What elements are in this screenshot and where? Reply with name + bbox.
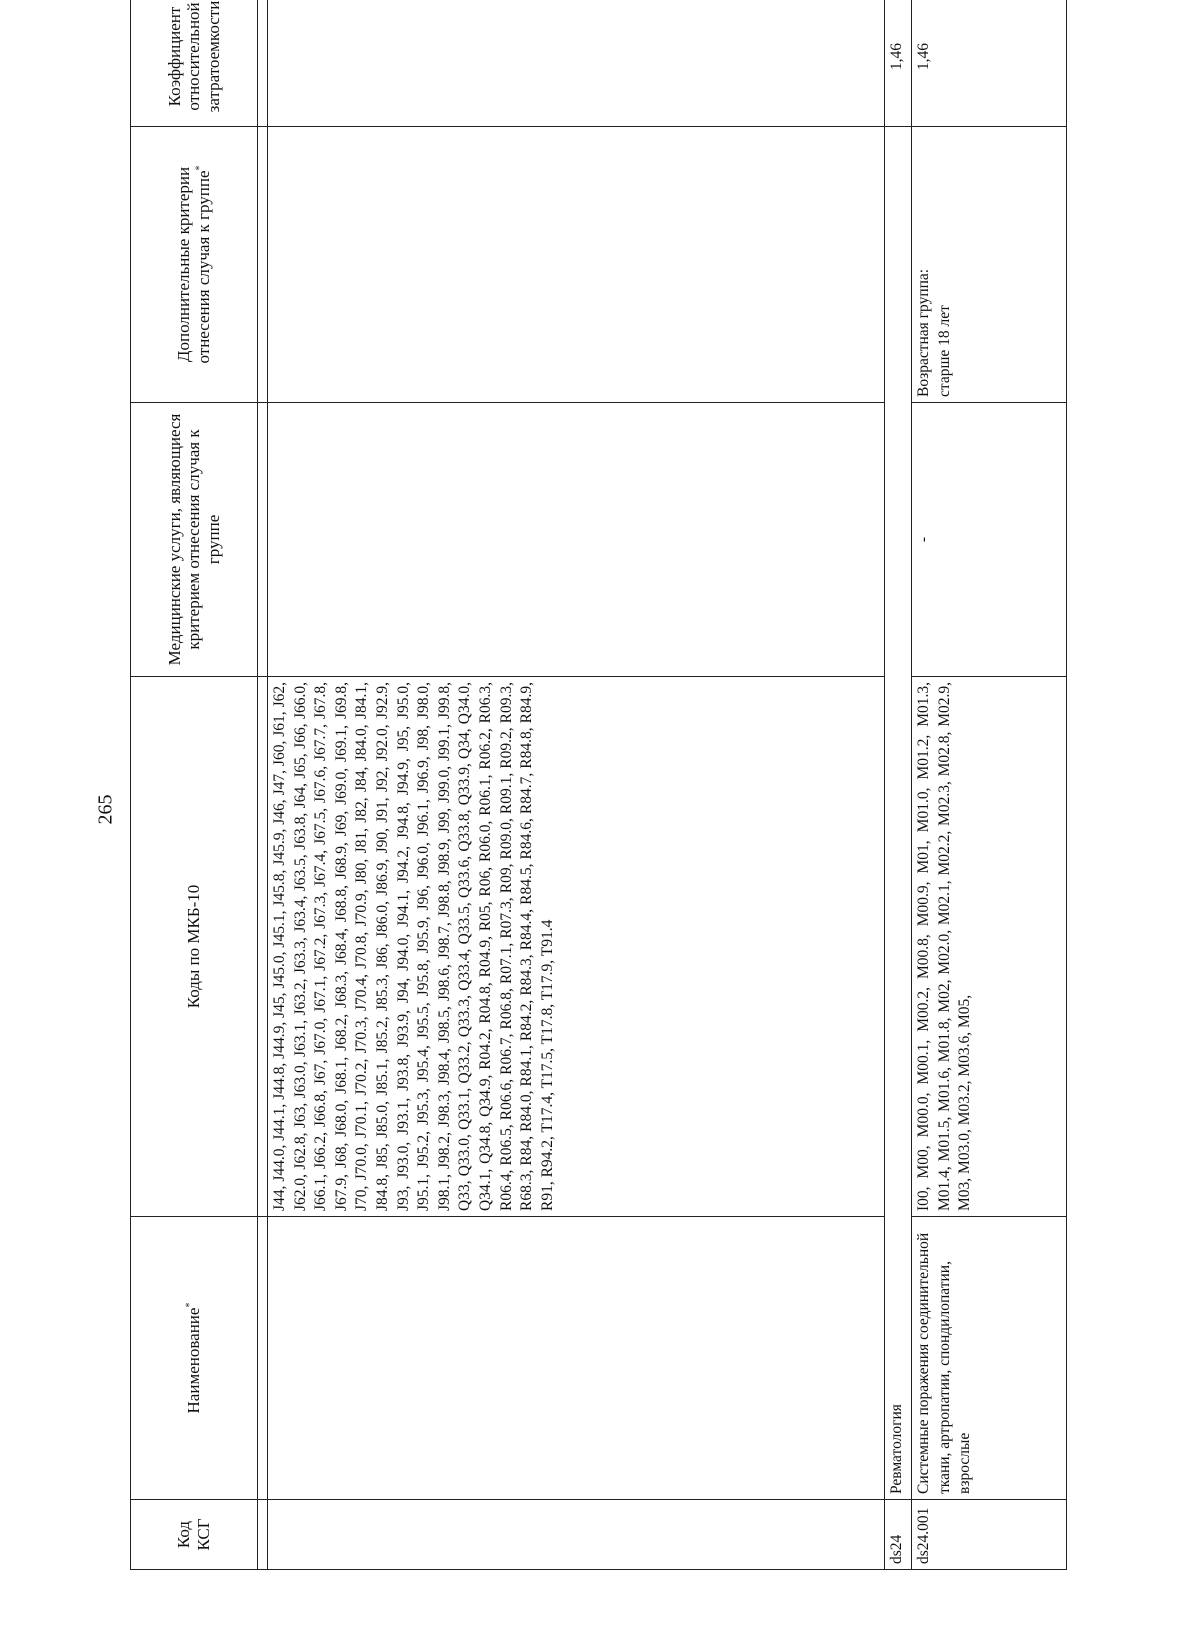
criteria-label: Возрастная группа:: [915, 268, 932, 397]
table-cell: [258, 1500, 268, 1570]
header-koefficient: Коэффициент относительной затратоемкости: [131, 0, 258, 127]
header-med-uslugi: Медицинские услуги, являющиеся критерием отнесения случая к группе: [131, 403, 258, 677]
ksg-code: ds24.001: [912, 1500, 1067, 1570]
continuation-row: [268, 0, 885, 1570]
mkb-codes-cell: I00, M00, M00.0, M00.1, M00.2, M00.8, M00.9, M01, M01.0, M01.2, M01.3, M01.4, M01.5, M01.6, M01.8, M02, M02.0, M02.1, M02.2, M02.3, M02.8, M02.9, M03, M03.0, M03.2, M03.6, M05,: [912, 677, 1067, 1217]
header-kod-ksg: Код КСГ: [131, 1500, 258, 1570]
header-naimenovanie: [131, 1217, 258, 1500]
table-cell: [258, 127, 268, 403]
table-cell: [258, 0, 268, 127]
table-cell: [268, 403, 885, 677]
section-name: Ревматология: [885, 127, 912, 1500]
table-cell: [268, 0, 885, 127]
asterisk-mark: *: [194, 165, 206, 171]
ksg-name: Системные поражения соединительной ткани, артропатии, спондилопатии, взрослые: [912, 1217, 1067, 1500]
header-dop-kriterii-text: Дополнительные критерии отнесения случая к группе: [174, 166, 213, 364]
header-dop-kriterii: [131, 127, 258, 403]
table-cell: [258, 403, 268, 677]
section-code: ds24: [885, 1500, 912, 1570]
table-header-row: [131, 0, 258, 1570]
spacer-row: [258, 0, 268, 1570]
coef-cell: 1,46: [912, 0, 1067, 127]
table-row: [912, 0, 1067, 1570]
header-kody-mkb: Коды по МКБ-10: [131, 677, 258, 1217]
ksg-table-sheet: [130, 0, 1087, 1570]
services-cell: -: [912, 403, 1067, 677]
criteria-cell: [912, 127, 1067, 403]
table-cell: [268, 1217, 885, 1500]
header-naimenovanie-text: Наименование: [184, 1307, 204, 1414]
ksg-table: [130, 0, 1067, 1570]
table-cell: [258, 1217, 268, 1500]
table-cell: [268, 1500, 885, 1570]
mkb-codes-cell: J44, J44.0, J44.1, J44.8, J44.9, J45, J45.0, J45.1, J45.8, J45.9, J46, J47, J60, J61, J62, J62.0, J62.8, J63, J63.0, J63.1, J63.2, J63.3, J63.4, J63.5, J63.8, J64, J65, J66, J66.0, J66.1, J66.2, J66.8, J67, J67.0, J67.1, J67.2, J67.3, J67.4, J67.5, J67.6, J67.7, J67.8, J67.9, J68, J68.0, J68.1, J68.2, J68.3, J68.4, J68.8, J68.9, J69, J69.0, J69.1, J69.8, J70, J70.0, J70.1, J70.2, J70.3, J70.4, J70.8, J70.9, J80, J81, J82, J84, J84.0, J84.1, J84.8, J85, J85.0, J85.1, J85.2, J85.3, J86, J86.0, J86.9, J90, J91, J92, J92.0, J92.9, J93, J93.0, J93.1, J93.8, J93.9, J94, J94.0, J94.1, J94.2, J94.8, J94.9, J95, J95.0, J95.1, J95.2, J95.3, J95.4, J95.5, J95.8, J95.9, J96, J96.0, J96.1, J96.9, J98, J98.0, J98.1, J98.2, J98.3, J98.4, J98.5, J98.6, J98.7, J98.8, J98.9, J99, J99.0, J99.1, J99.8, Q33, Q33.0, Q33.1, Q33.2, Q33.3, Q33.4, Q33.5, Q33.6, Q33.8, Q33.9, Q34, Q34.0, Q34.1, Q34.8, Q34.9, R04.2, R04.8, R04.9, R05, R06, R06.0, R06.1, R06.2, R06.3, R06.4, R06.5, R06.6, R06.7, R06.8, R07.1, R07.3, R09, R09.0, R09.1, R09.2, R09.3, R68.3, R84, R84.0, R84.1, R84.2, R84.3, R84.4, R84.5, R84.6, R84.7, R84.8, R84.9, R91, R94.2, T17.4, T17.5, T17.8, T17.9, T91.4: [268, 677, 885, 1217]
asterisk-mark: *: [184, 1302, 196, 1308]
table-cell: [268, 127, 885, 403]
table-cell: [258, 677, 268, 1217]
section-row: [885, 0, 912, 1570]
criteria-value: старше 18 лет: [935, 305, 953, 397]
section-coef: 1,46: [885, 0, 912, 127]
page-number: 265: [94, 794, 117, 825]
